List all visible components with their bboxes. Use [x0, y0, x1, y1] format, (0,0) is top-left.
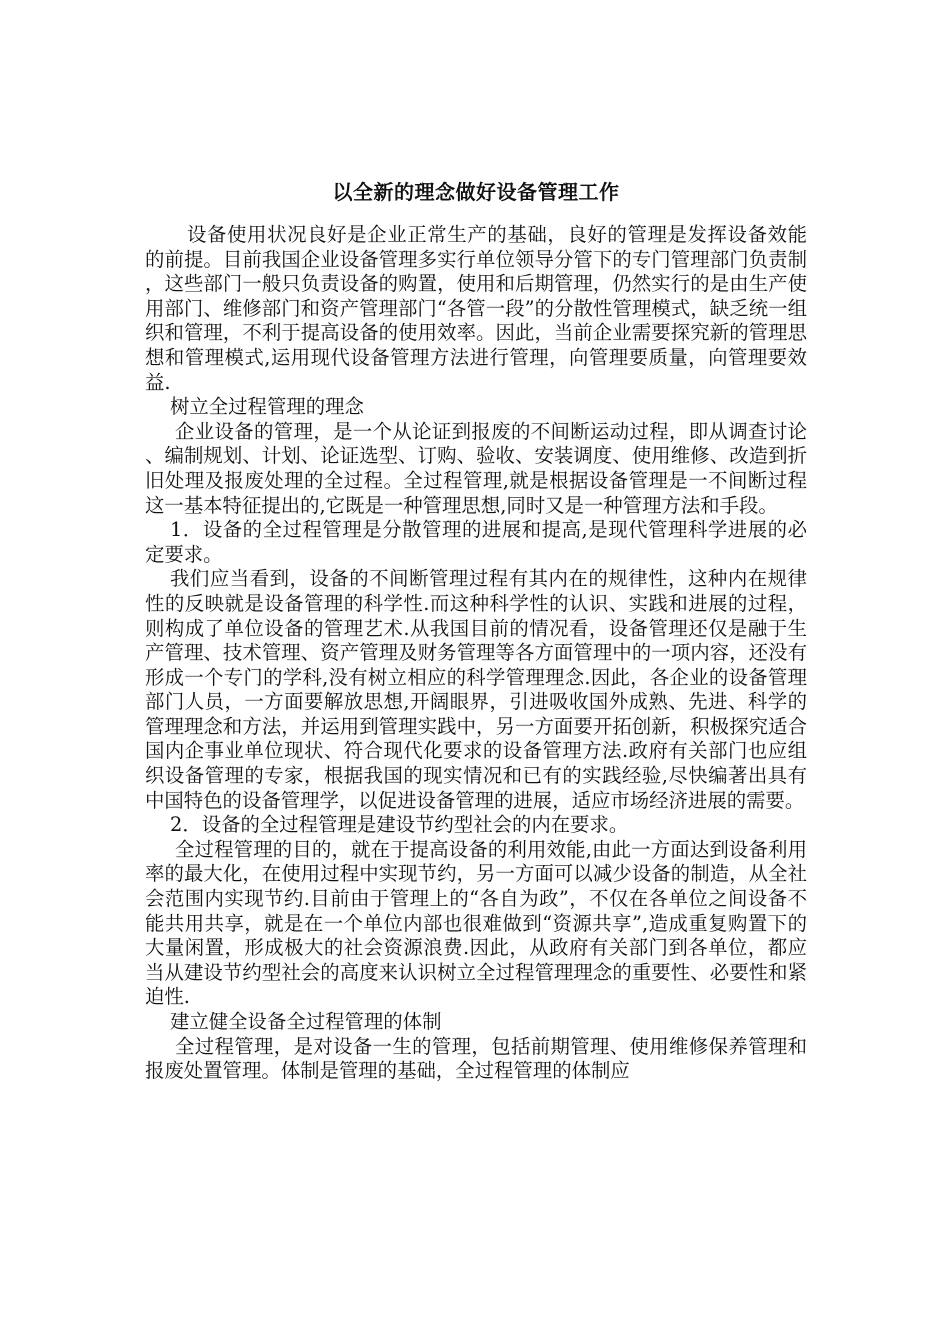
paragraph-full-process: 企业设备的管理，是一个从论证到报废的不间断运动过程，即从调查讨论、编制规划、计划、论证选型、订购、验收、安装调度、使用维修、改造到折旧处理及报废处理的全过程。全过程管理,就是根据设备管理是一不间断过程这一基本特征提出的,它既是一种管理思想,同时又是一种管理方法和手段。: [145, 419, 807, 517]
paragraph-system: 全过程管理，是对设备一生的管理，包括前期管理、使用维修保养管理和报废处置管理。体制是管理的基础，全过程管理的体制应: [145, 1034, 807, 1083]
section-heading-1: 树立全过程管理的理念: [170, 395, 364, 419]
section-heading-2: 建立健全设备全过程管理的体制: [170, 1010, 442, 1033]
paragraph-scientific-management: 我们应当看到，设备的不间断管理过程有其内在的规律性，这种内在规律性的反映就是设备管理的科学性.而这种科学性的认识、实践和进展的过程，则构成了单位设备的管理艺术.从我国目前的情况看，设备管理还仅是融于生产管理、技术管理、资产管理及财务管理等各方面管理中的一项内容，还没有形成一个专门的学科,没有树立相应的科学管理理念.因此，各企业的设备管理部门人员，一方面要解放思想,开阔眼界，引进吸收国外成熟、先进、科学的管理理念和方法，并运用到管理实践中，另一方面要开拓创新，积极探究适合国内企事业单位现状、符合现代化要求的设备管理方法.政府有关部门也应组织设备管理的专家，根据我国的现实情况和已有的实践经验,尽快编著出具有中国特色的设备管理学，以促进设备管理的进展，适应市场经济进展的需要。: [145, 567, 807, 812]
numbered-point-1: 1．设备的全过程管理是分散管理的进展和提高,是现代管理科学进展的必定要求。: [145, 518, 807, 566]
document-title: 以全新的理念做好设备管理工作: [332, 180, 620, 204]
paragraph-saving-society: 全过程管理的目的，就在于提高设备的利用效能,由此一方面达到设备利用率的最大化，在使用过程中实现节约，另一方面可以减少设备的制造，从全社会范围内实现节约.目前由于管理上的“各自为政”，不仅在各单位之间设备不能共用共享，就是在一个单位内部也很难做到“资源共享”,造成重复购置下的大量闲置，形成极大的社会资源浪费.因此，从政府有关部门到各单位，都应当从建设节约型社会的高度来认识树立全过程管理理念的重要性、必要性和紧迫性.: [145, 837, 807, 1009]
numbered-point-2: 2．设备的全过程管理是建设节约型社会的内在要求。: [170, 813, 629, 837]
document-body: [145, 175, 807, 1084]
paragraph-intro: 设备使用状况良好是企业正常生产的基础，良好的管理是发挥设备效能的前提。目前我国企业设备管理多实行单位领导分管下的专门管理部门负责制，这些部门一般只负责设备的购置，使用和后期管理，仍然实行的是由生产使用部门、维修部门和资产管理部门“各管一段”的分散性管理模式，缺乏统一组织和管理，不利于提高设备的使用效率。因此，当前企业需要探究新的管理思想和管理模式,运用现代设备管理方法进行管理，向管理要质量，向管理要效益.: [145, 223, 807, 394]
